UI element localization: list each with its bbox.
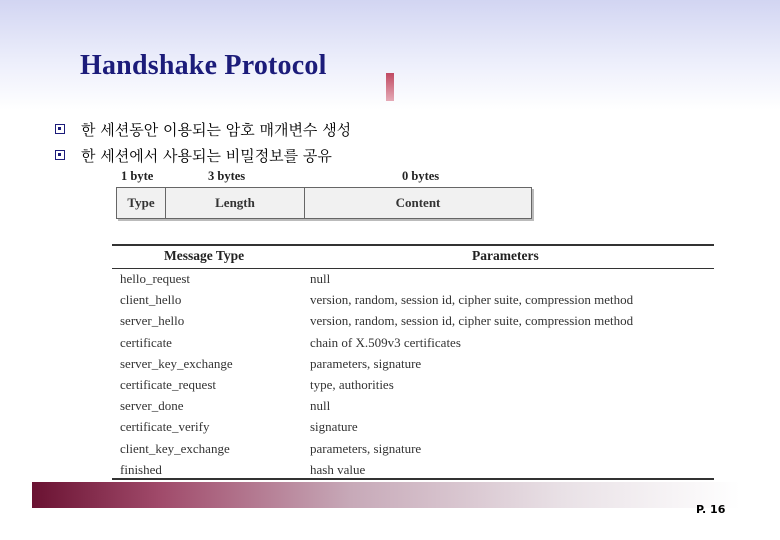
message-type-cell: finished [120, 461, 162, 477]
size-label-type: 1 byte [121, 169, 154, 183]
bullet-item [55, 142, 351, 168]
message-type-cell: client_hello [120, 292, 182, 308]
parameters-cell: type, authorities [310, 376, 394, 392]
size-label-length: 3 bytes [208, 169, 246, 183]
field-content: Content [395, 195, 441, 210]
bullet-text: 한 세션에서 사용되는 비밀정보를 공유 [81, 146, 332, 165]
square-bullet-icon [55, 150, 65, 160]
parameters-cell: signature [310, 419, 358, 435]
header-parameters: Parameters [472, 248, 539, 263]
slide-title: Handshake Protocol [80, 50, 327, 81]
table-row [112, 417, 714, 438]
size-label-content: 0 bytes [402, 169, 440, 183]
table-row [112, 290, 714, 311]
table-row [112, 354, 714, 375]
message-type-cell: certificate_verify [120, 419, 210, 435]
message-type-cell: server_done [120, 398, 184, 414]
parameters-cell: version, random, session id, cipher suite, compression method [310, 292, 634, 308]
field-length: Length [166, 188, 305, 218]
message-type-cell: hello_request [120, 271, 191, 286]
message-type-cell: server_key_exchange [120, 355, 233, 371]
footer-gradient-bar [32, 482, 740, 508]
table-row [112, 333, 714, 354]
parameters-cell: null [310, 398, 331, 414]
parameters-cell: parameters, signature [310, 355, 422, 371]
parameters-cell: version, random, session id, cipher suite, compression method [310, 313, 634, 329]
parameters-cell: null [310, 271, 331, 286]
record-size-labels [0, 169, 780, 185]
bullet-item [55, 116, 351, 142]
message-type-cell: server_hello [120, 313, 185, 329]
bullet-list [55, 116, 351, 168]
square-bullet-icon [55, 124, 65, 134]
title-accent-bar [386, 73, 394, 101]
bullet-text: 한 세션동안 이용되는 암호 매개변수 생성 [81, 120, 352, 139]
table-row [112, 439, 714, 460]
message-type-cell: certificate [120, 334, 172, 350]
table-row [112, 311, 714, 332]
page-number: P. 16 [696, 503, 726, 516]
message-type-cell: client_key_exchange [120, 440, 230, 456]
table-row [112, 375, 714, 396]
message-type-cell: certificate_request [120, 376, 216, 392]
header-message-type: Message Type [164, 248, 245, 263]
table-body [112, 269, 714, 481]
parameters-cell: parameters, signature [310, 440, 422, 456]
table-row [112, 396, 714, 417]
table-bottom-rule [112, 478, 714, 480]
record-format-diagram [116, 187, 532, 219]
parameters-cell: chain of X.509v3 certificates [310, 334, 461, 350]
message-types-table [112, 244, 714, 480]
parameters-cell: hash value [310, 461, 366, 477]
table-row [112, 269, 714, 290]
table-top-rule [112, 244, 714, 246]
field-type: Type [117, 188, 166, 218]
